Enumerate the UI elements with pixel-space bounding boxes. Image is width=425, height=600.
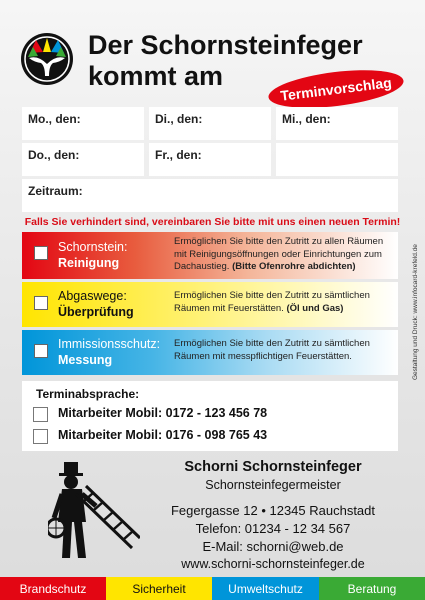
- date-field-thursday[interactable]: Do., den:: [22, 143, 144, 176]
- date-field-wednesday[interactable]: Mi., den:: [276, 107, 398, 140]
- footer-brandschutz: Brandschutz: [0, 577, 106, 600]
- band-messung: [22, 330, 398, 375]
- band-desc-text: Ermöglichen Sie bitte den Zutritt zu sämtlichen Räumen mit messpflichtigen Feuerstätten.: [174, 338, 370, 362]
- company-email[interactable]: E-Mail: schorni@web.de: [202, 539, 344, 554]
- footer-umweltschutz: Umweltschutz: [212, 577, 319, 600]
- date-field-tuesday[interactable]: Di., den:: [149, 107, 271, 140]
- checkbox-reinigung[interactable]: [34, 246, 48, 260]
- date-field-monday[interactable]: Mo., den:: [22, 107, 144, 140]
- date-field-friday[interactable]: Fr., den:: [149, 143, 271, 176]
- company-website[interactable]: www.schorni-schornsteinfeger.de: [181, 557, 365, 571]
- band-description: [174, 290, 396, 315]
- guild-logo-icon: [20, 32, 74, 86]
- checkbox-ueberpruefung[interactable]: [34, 296, 48, 310]
- company-subtitle: Schornsteinfegermeister: [205, 478, 341, 492]
- band-desc-text: Ermöglichen Sie bitte den Zutritt zu allen Räumen mit Reinigungsöffnungen oder Einrichtungen zum Dachaustieg.: [174, 236, 384, 272]
- checkbox-mobile-2[interactable]: [33, 429, 48, 444]
- band-label-line2: Überprüfung: [58, 305, 134, 319]
- title-line-2: kommt am: [88, 61, 224, 91]
- mobile-number-1: Mitarbeiter Mobil: 0172 - 123 456 78: [58, 406, 268, 420]
- band-desc-bold: (Bitte Ofenrohre abdichten): [232, 261, 356, 272]
- band-description: [174, 236, 396, 274]
- band-label-line1: Abgaswege:: [58, 289, 127, 303]
- date-field-zeitraum[interactable]: Zeitraum:: [22, 179, 398, 212]
- band-desc-bold: (Öl und Gas): [286, 302, 344, 314]
- checkbox-mobile-1[interactable]: [33, 407, 48, 422]
- band-reinigung: [22, 232, 398, 279]
- title-line-1: Der Schornsteinfeger: [88, 30, 363, 60]
- band-label-line2: Reinigung: [58, 256, 120, 270]
- band-label-line1: Immissionsschutz:: [58, 337, 161, 351]
- footer-sicherheit: Sicherheit: [106, 577, 212, 600]
- appointment-badge: Terminvorschlag: [266, 64, 405, 114]
- band-desc-text: Ermöglichen Sie bitte den Zutritt zu sämtlichen Räumen mit Feuerstätten.: [174, 290, 370, 314]
- company-phone: Telefon: 01234 - 12 34 567: [195, 521, 351, 536]
- band-label: [58, 288, 134, 320]
- mobile-number-2: Mitarbeiter Mobil: 0176 - 098 765 43: [58, 428, 268, 442]
- band-label: [58, 336, 160, 368]
- band-label-line1: Schornstein:: [58, 240, 128, 254]
- company-name: Schorni Schornsteinfeger: [184, 459, 362, 475]
- band-label: [58, 239, 127, 271]
- band-description: [174, 338, 396, 363]
- print-credit: Gestaltung und Druck: www.infocard-krefeld.de: [412, 244, 419, 380]
- footer-beratung: Beratung: [319, 577, 425, 600]
- date-field-empty[interactable]: [276, 143, 398, 176]
- checkbox-messung[interactable]: [34, 344, 48, 358]
- band-ueberpruefung: [22, 282, 398, 327]
- warning-text: Falls Sie verhindert sind, vereinbaren Sie bitte mit uns einen neuen Termin!: [24, 216, 401, 228]
- company-address: Fegergasse 12 • 12345 Rauchstadt: [170, 503, 376, 518]
- chimney-sweep-icon: [48, 462, 140, 562]
- band-label-line2: Messung: [58, 353, 113, 367]
- appointment-title: Terminabsprache:: [36, 387, 140, 401]
